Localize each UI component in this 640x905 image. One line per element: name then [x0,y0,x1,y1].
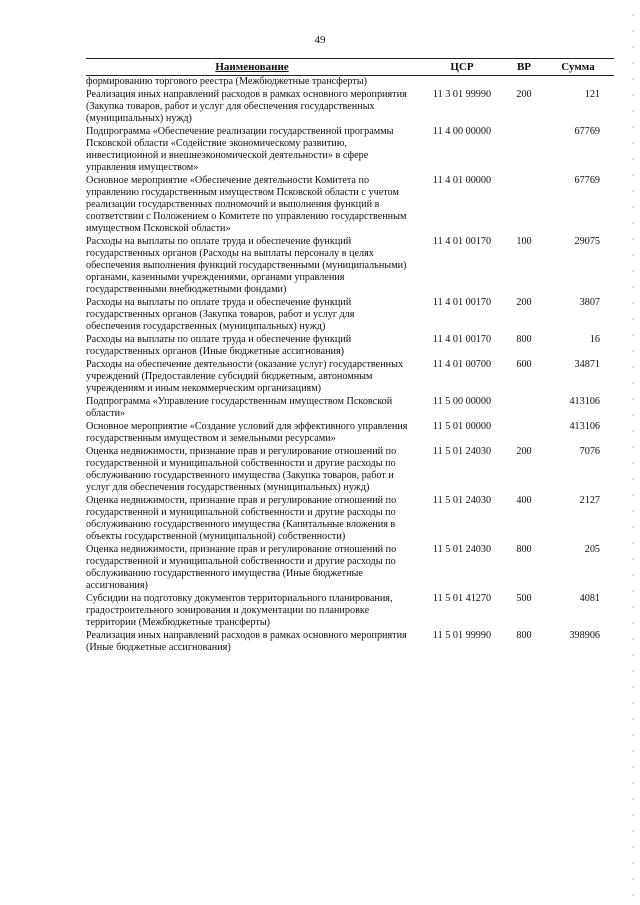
table-row [86,544,614,593]
row-vr [506,396,542,421]
table-row [86,396,614,421]
row-vr: 200 [516,89,532,100]
row-csr: 11 3 01 99990 [432,89,492,100]
row-sum [542,76,614,90]
table-row [86,236,614,297]
row-csr: 11 5 01 24030 [432,544,492,555]
table-row [86,297,614,334]
row-vr: 800 [516,334,532,345]
row-csr: 11 5 00 00000 [432,396,492,407]
row-sum: 7076 [579,446,600,457]
row-csr: 11 4 01 00170 [432,297,492,308]
row-sum: 67769 [574,126,600,137]
row-sum: 29075 [574,236,600,247]
row-csr [418,76,506,90]
table-row [86,630,614,655]
row-sum: 413106 [569,421,600,432]
table-row [86,495,614,544]
row-vr: 100 [516,236,532,247]
row-sum: 413106 [569,396,600,407]
row-sum: 2127 [579,495,600,506]
row-name: Расходы на выплаты по оплате труда и обеспечение функций государственных органов (Расходы на выплаты персоналу в целях обеспечения выполнения функций государственными (муниципальными) органами, казенными учреждениями, органами управления государственными внебюджетными фондами) [86,236,407,295]
row-csr: 11 5 01 41270 [432,593,492,604]
row-vr: 600 [516,359,532,370]
table-row [86,126,614,175]
row-csr: 11 4 00 00000 [432,126,492,137]
row-name: Основное мероприятие «Обеспечение деятельности Комитета по управлению государственным имуществом Псковской области с учетом реализации государственных полномочий и выполнения функций в соответствии с Положением о Комитете по управлению государственным имуществом Псковской области» [86,175,407,234]
header-sum: Сумма [542,59,614,76]
row-vr: 200 [516,297,532,308]
row-csr: 11 4 01 00170 [432,236,492,247]
row-sum: 398906 [569,630,600,641]
row-name: Оценка недвижимости, признание прав и регулирование отношений по государственной и муниципальной собственности и другие расходы по обслуживанию государственного имущества (Закупка товаров, работ и услуг для обеспечения государственных (муниципальных) нужд) [86,446,397,493]
row-sum: 3807 [579,297,600,308]
row-csr: 11 5 01 00000 [432,421,492,432]
row-sum: 16 [589,334,600,345]
page-number: 49 [314,34,326,46]
row-vr: 800 [516,630,532,641]
row-name: Субсидии на подготовку документов территориального планирования, градостроительного зонирования и документации по планировке территории (Межбюджетные трансферты) [86,593,393,628]
row-vr: 200 [516,446,532,457]
table-row [86,359,614,396]
row-sum: 67769 [574,175,600,186]
row-sum: 4081 [579,593,600,604]
table-row [86,334,614,359]
row-sum: 121 [584,89,600,100]
row-sum: 205 [584,544,600,555]
row-vr [506,421,542,446]
row-csr: 11 4 01 00000 [432,175,492,186]
table-row [86,76,614,90]
row-name: Основное мероприятие «Создание условий для эффективного управления государственным имуществом и земельными ресурсами» [86,421,408,444]
row-csr: 11 4 01 00170 [432,334,492,345]
row-name: Расходы на выплаты по оплате труда и обеспечение функций государственных органов (Закупка товаров, работ и услуг для обеспечения государственных (муниципальных) нужд) [86,297,355,332]
row-name: Подпрограмма «Управление государственным имуществом Псковской области» [86,396,393,419]
row-csr: 11 5 01 24030 [432,495,492,506]
header-csr: ЦСР [418,59,506,76]
row-name: Оценка недвижимости, признание прав и регулирование отношений по государственной и муниципальной собственности и другие расходы по обслуживанию государственного имущества (Иные бюджетные ассигнования) [86,544,397,591]
table-row [86,446,614,495]
row-vr [506,76,542,90]
row-name: Подпрограмма «Обеспечение реализации государственной программы Псковской области «Содействие экономическому развитию, инвестиционной и внешнеэкономической деятельности» в сфере управления имуществом» [86,126,394,173]
row-name: Реализация иных направлений расходов в рамках основного мероприятия (Иные бюджетные ассигнования) [86,630,407,653]
table-row [86,421,614,446]
table-row [86,175,614,236]
header-name: Наименование [86,59,418,76]
row-name: Реализация иных направлений расходов в рамках основного мероприятия (Закупка товаров, работ и услуг для обеспечения государственных (муниципальных) нужд) [86,89,407,124]
row-name: Расходы на выплаты по оплате труда и обеспечение функций государственных органов (Иные бюджетные ассигнования) [86,334,352,357]
row-csr: 11 5 01 24030 [432,446,492,457]
row-vr: 500 [516,593,532,604]
table-row [86,593,614,630]
row-vr [506,126,542,175]
table-header-row [86,59,614,76]
row-name: Оценка недвижимости, признание прав и регулирование отношений по государственной и муниципальной собственности и другие расходы по обслуживанию государственного имущества (Капитальные вложения в объекты государственной (муниципальной) собственности) [86,495,397,542]
table-row [86,89,614,126]
row-vr [506,175,542,236]
scan-edge-artifact [632,0,634,905]
row-vr: 800 [516,544,532,555]
budget-table [86,58,614,655]
budget-table-sheet [86,58,614,655]
row-name: Расходы на обеспечение деятельности (оказание услуг) государственных учреждений (Предоставление субсидий бюджетным, автономным учреждениям и иным некоммерческим организациям) [86,359,404,394]
row-csr: 11 4 01 00700 [432,359,492,370]
row-sum: 34871 [574,359,600,370]
row-name: формированию торгового реестра (Межбюджетные трансферты) [86,76,368,87]
row-vr: 400 [516,495,532,506]
row-csr: 11 5 01 99990 [432,630,492,641]
header-vr: ВР [506,59,542,76]
